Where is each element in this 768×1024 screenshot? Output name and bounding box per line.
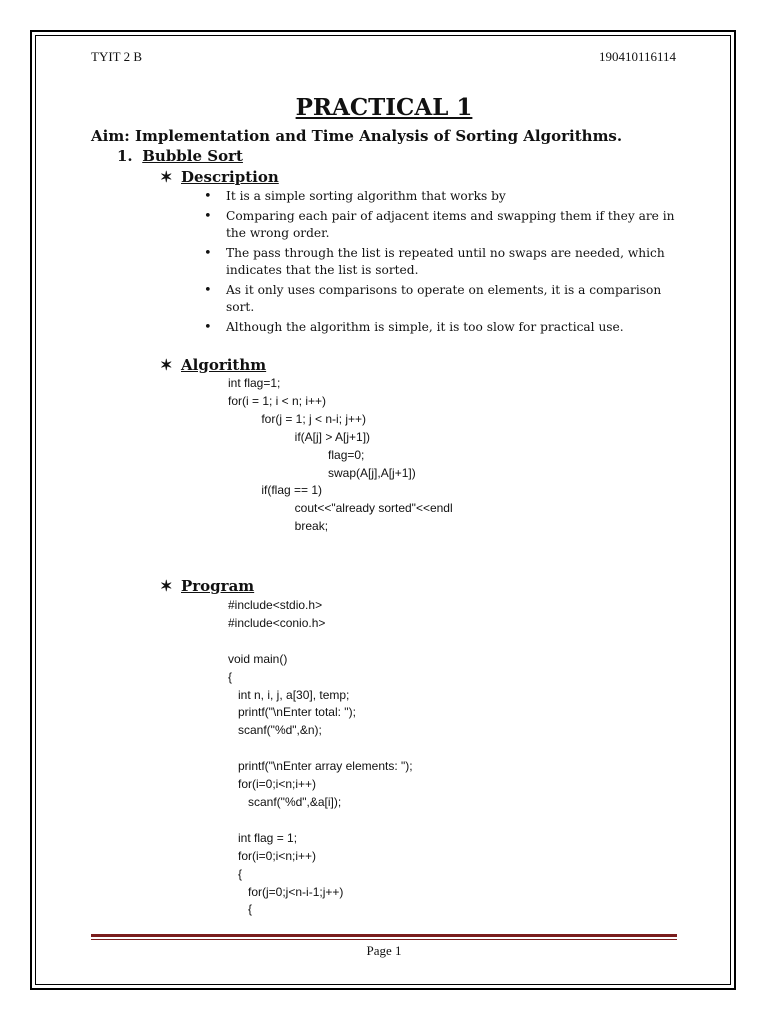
header-class: TYIT 2 B: [91, 49, 143, 64]
aim-statement: Aim: Implementation and Time Analysis of Sorting Algorithms.: [91, 127, 623, 145]
algorithm-heading: [160, 356, 266, 374]
star-icon: ✶: [160, 356, 173, 374]
program-heading: [160, 577, 254, 595]
footer-rule-thin: [91, 939, 677, 940]
header-roll-number: 190410116114: [598, 49, 676, 64]
description-list: [204, 188, 684, 338]
footer-rule: [91, 934, 677, 937]
page-title: PRACTICAL 1: [295, 94, 473, 121]
page-number: Page 1: [366, 943, 402, 958]
description-title: Description: [181, 168, 279, 186]
list-item: • The pass through the list is repeated until no swaps are needed, which indicates that the list is sorted.: [204, 245, 684, 280]
list-item: • Comparing each pair of adjacent items and swapping them if they are in the wrong order.: [204, 208, 684, 243]
star-icon: ✶: [160, 577, 173, 595]
algorithm-code: int flag=1; for(i = 1; i < n; i++) for(j = 1; j < n-i; j++) if(A[j] > A[j+1]) flag=0; swap(A[j],A[j+1]) if(flag == 1) cout<<"already sorted"<<endl break;: [228, 376, 453, 534]
list-item: • Although the algorithm is simple, it is too slow for practical use.: [204, 319, 684, 337]
program-title: Program: [181, 577, 255, 595]
section-title: Bubble Sort: [142, 147, 243, 165]
algorithm-title: Algorithm: [181, 356, 267, 374]
description-heading: [160, 168, 279, 186]
list-item: • It is a simple sorting algorithm that works by: [204, 188, 684, 206]
section-number: 1.: [117, 147, 133, 165]
list-item: • As it only uses comparisons to operate on elements, it is a comparison sort.: [204, 282, 684, 317]
star-icon: ✶: [160, 168, 173, 186]
program-code: #include<stdio.h> #include<conio.h> void main() { int n, i, j, a[30], temp; printf("\nEnter total: "); scanf("%d",&n); printf("\nEnter array elements: "); for(i=0;i<n;i++) scanf("%d",&a[i]); int flag = 1; for(i=0;i<n;i++) { for(j=0;j<n-i-1;j++) {: [228, 598, 413, 917]
section-heading: [117, 147, 243, 165]
